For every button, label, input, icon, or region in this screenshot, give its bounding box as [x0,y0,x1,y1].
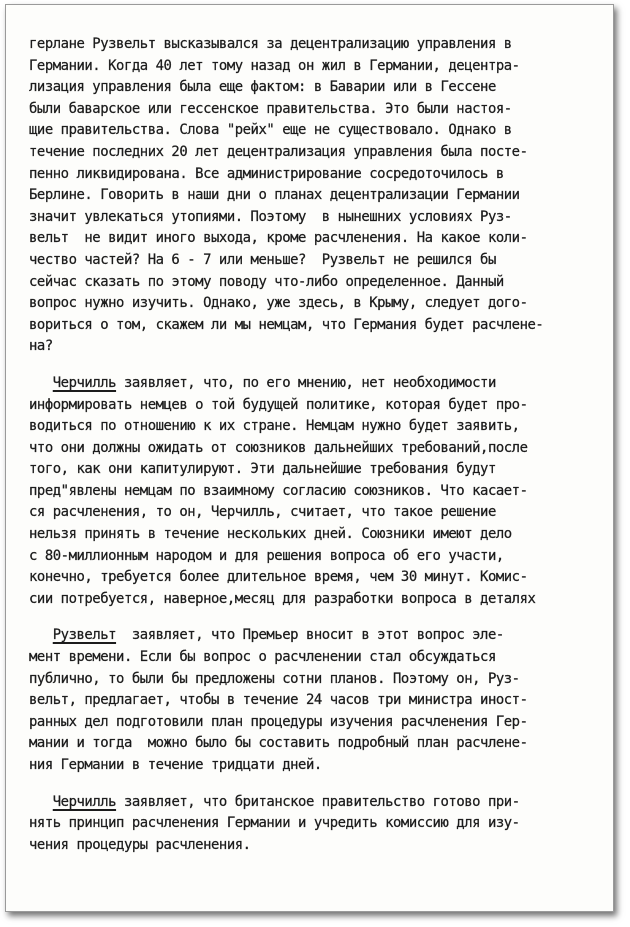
document-page [5,4,614,912]
text-line: вопрос нужно изучить. Однако, уже здесь, в Крыму, следует дого- [29,295,528,312]
text-line: сии потребуется, наверное,месяц для разработки вопроса в деталях [29,590,536,607]
text-line: вориться о том, скажем ли мы немцам, что Германия будет расчлене- [29,316,544,333]
text-line: герлане Рузвельт высказывался за децентрализацию управления в [29,36,512,52]
text-line: нельзя принять в течение нескольких дней. Союзники имеют дело [29,526,512,543]
text-line: конечно, требуется более длительное время, чем 30 минут. Комис- [29,569,528,586]
text-line: вельт, предлагает, чтобы в течение 24 часов три министра иност- [29,692,528,709]
text-line: Берлине. Говорить в наши дни о планах децентрализации Германии [29,187,520,204]
text-line: Черчилль заявляет, что, по его мнению, нет необходимости [52,374,496,391]
text-line: чения процедуры расчленения. [29,836,251,853]
text-line: того, как они капитулируют. Эти дальнейшие требования будут [29,461,496,478]
text-line: ния Германии в течение тридцати дней. [29,757,322,773]
text-line: ся расчленения, то он, Черчилль, считает, что такое решение [29,504,496,521]
text-line: водиться по отношению к их стране. Немцам нужно будет заявить, [29,418,520,435]
text-line: ранных дел подготовили план процедуры изучения расчленения Гер- [29,713,528,730]
text-line: чество частей? На 6 - 7 или меньше? Рузвельт не решился бы [29,251,496,268]
paragraph-3 [29,625,604,776]
text-line: щие правительства. Слова "рейх" еще не существовало. Однако в [29,122,512,139]
text-line: лизация управления была еще фактом: в Баварии или в Гессене [29,79,496,96]
text-line: пред"явлены немцам по взаимному согласию союзников. Что касает- [29,482,528,499]
text-line: что они должны ожидать от союзников дальнейших требований,после [29,439,528,456]
speaker-name: Рузвельт [52,627,117,644]
text-line: мент времени. Если бы вопрос о расчленении стал обсуждаться [29,649,496,666]
text-line: вельт не видит иного выхода, кроме расчленения. На какое коли- [29,230,528,247]
text-line: течение последних 20 лет децентрализация управления была посте- [29,143,528,160]
speaker-name: Черчилль [52,374,117,391]
text-line: значит увлекаться утопиями. Поэтому в нынешних условиях Руз- [29,208,512,225]
text-line: с 80-миллионным народом и для решения вопроса об его участи, [29,547,504,564]
text-line: Рузвельт заявляет, что Премьер вносит в этот вопрос эле- [52,627,504,644]
paragraph-2 [29,373,604,611]
document-text [29,34,604,856]
speaker-name: Черчилль [52,793,117,810]
text-line: сейчас сказать по этому поводу что-либо определенное. Данный [29,273,504,290]
text-line: мании и тогда можно было бы составить подробный план расчлене- [29,735,528,752]
text-line: публично, то были бы предложены сотни планов. Поэтому он, Руз- [29,670,520,687]
paragraph-1 [29,34,604,358]
text-line: нять принцип расчленения Германии и учредить комиссию для изу- [29,815,520,832]
text-line: пенно ликвидирована. Все администрирование сосредоточилось в [29,165,504,182]
paragraph-4 [29,792,604,857]
text-line: были баварское или гессенское правительства. Это были настоя- [29,100,512,117]
text-line: Черчилль заявляет, что британское правительство готово при- [52,793,520,810]
text-line: информировать немцев о той будущей политике, которая будет про- [29,396,528,413]
text-line: Германии. Когда 40 лет тому назад он жил в Германии, децентра- [29,57,520,74]
text-line: на? [29,338,53,355]
